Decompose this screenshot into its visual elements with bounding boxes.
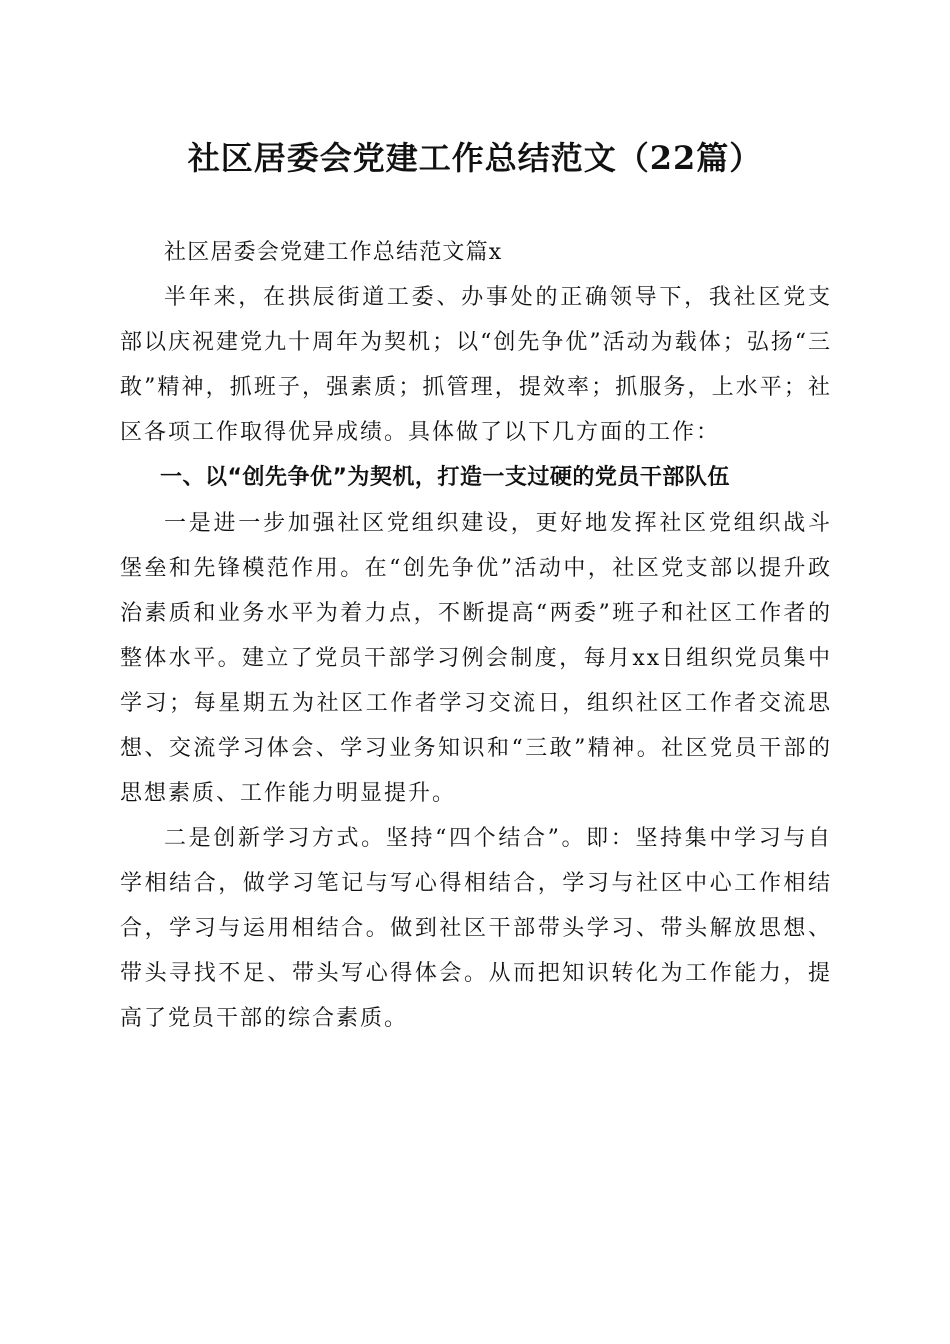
article-title: 社区居委会党建工作总结范文篇x [164, 240, 503, 265]
section-paragraph-2: 二是创新学习方式。坚持“四个结合”。即：坚持集中学习与自学相结合，做学习笔记与写心得相结合，学习与社区中心工作相结合，学习与运用相结合。做到社区干部带头学习、带头解放思想、带头寻找不足、带头写心得体会。从而把知识转化为工作能力，提高了党员干部的综合素质。 [120, 826, 832, 1031]
document-body [120, 230, 832, 1041]
document-title: 社区居委会党建工作总结范文（22篇） [187, 139, 763, 177]
section-paragraph-1: 一是进一步加强社区党组织建设，更好地发挥社区党组织战斗堡垒和先锋模范作用。在“创先争优”活动中，社区党支部以提升政治素质和业务水平为着力点，不断提高“两委”班子和社区工作者的整体水平。建立了党员干部学习例会制度，每月xx日组织党员集中学习；每星期五为社区工作者学习交流日，组织社区工作者交流思想、交流学习体会、学习业务知识和“三敢”精神。社区党员干部的思想素质、工作能力明显提升。 [120, 511, 832, 806]
intro-paragraph: 半年来，在拱辰街道工委、办事处的正确领导下，我社区党支部以庆祝建党九十周年为契机；以“创先争优”活动为载体；弘扬“三敢”精神，抓班子，强素质；抓管理，提效率；抓服务，上水平；社区各项工作取得优异成绩。具体做了以下几方面的工作： [120, 285, 832, 445]
section-heading: 一、以“创先争优”为契机，打造一支过硬的党员干部队伍 [160, 465, 730, 490]
